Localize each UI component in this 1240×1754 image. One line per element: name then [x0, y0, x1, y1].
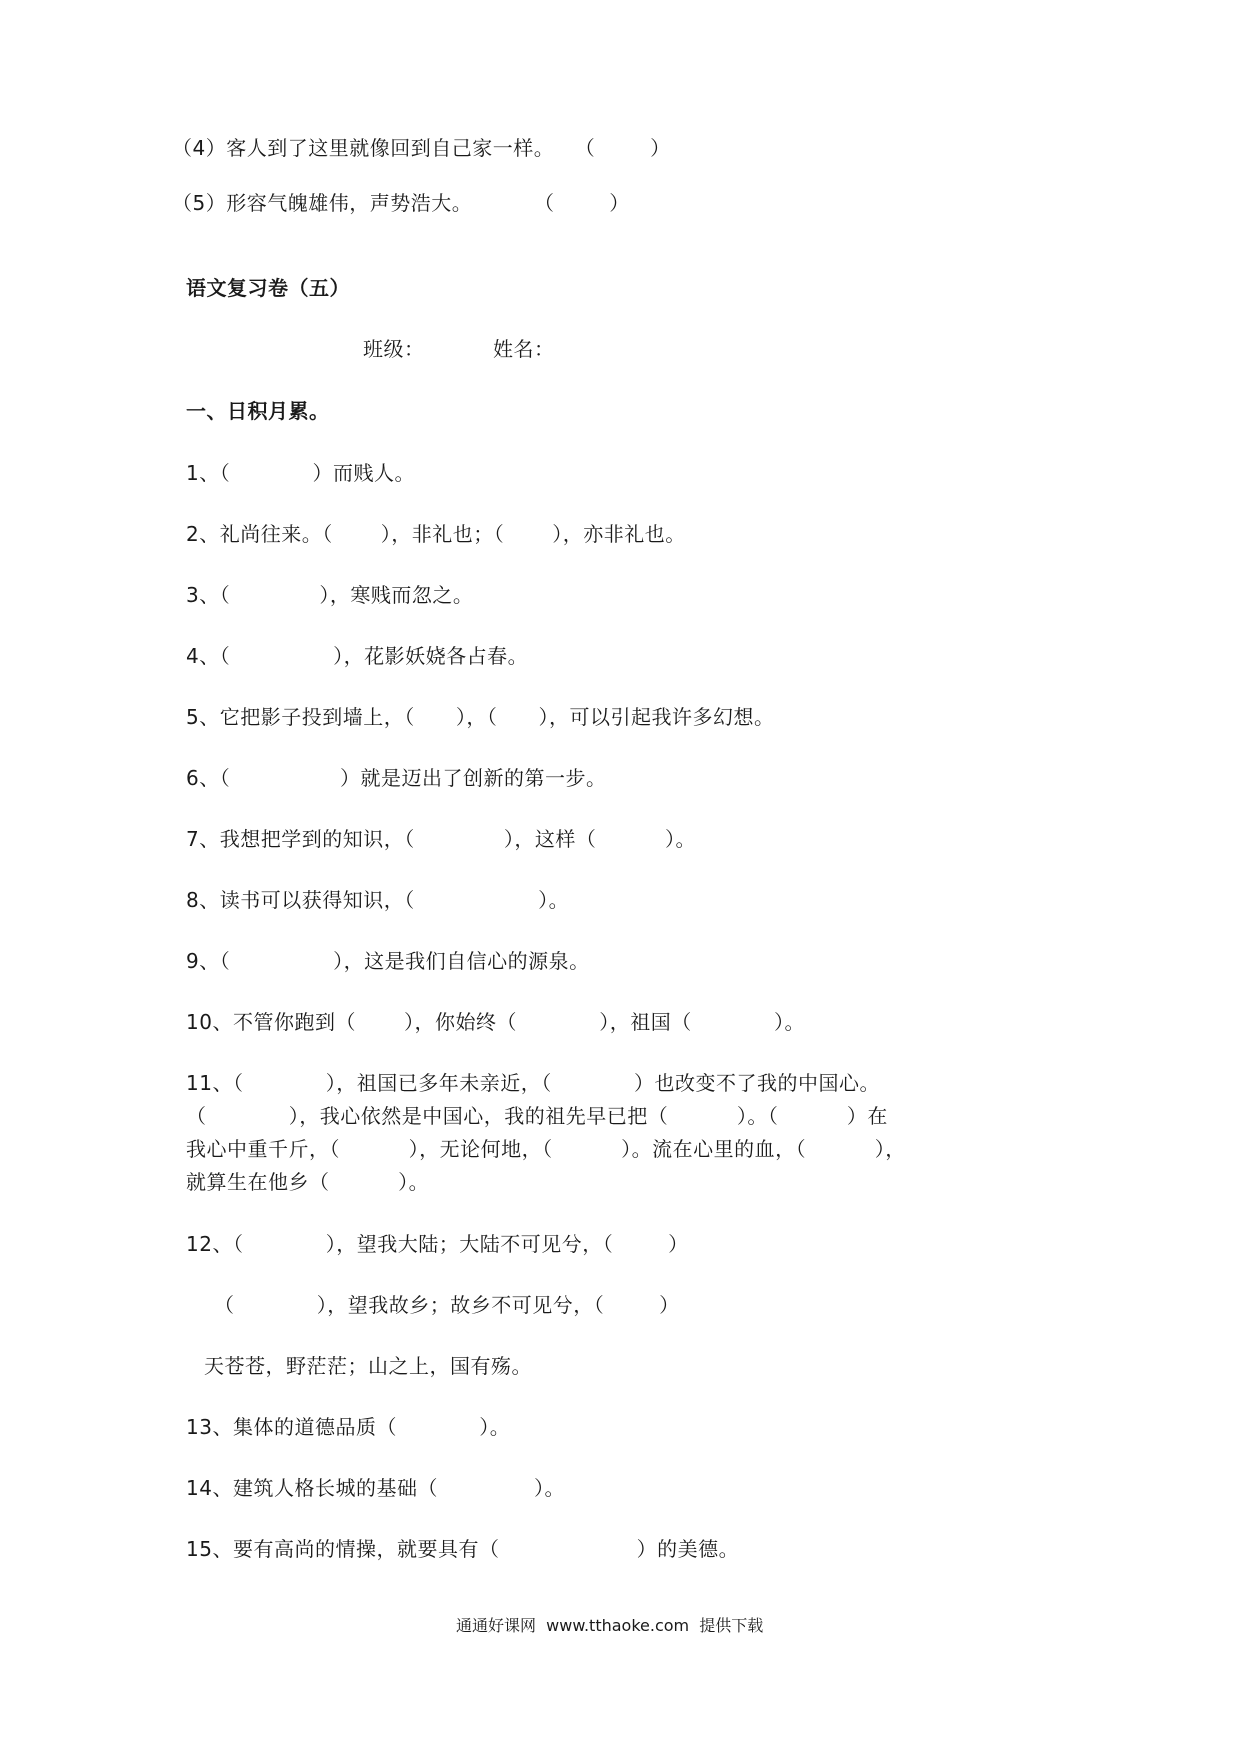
class-label: 班级： — [363, 337, 425, 361]
list-item: 2、礼尚往来。（ ），非礼也；（ ），亦非礼也。 — [186, 522, 686, 546]
page-title: 语文复习卷（五） — [186, 276, 350, 300]
list-item: 15、要有高尚的情操，就要具有（ ）的美德。 — [186, 1537, 740, 1561]
list-item: 10、不管你跑到（ ），你始终（ ），祖国（ ）。 — [186, 1010, 806, 1034]
list-item: 3、（ ），寒贱而忽之。 — [186, 583, 474, 607]
item-11-line-3: 我心中重千斤，（ ），无论何地，（ ）。流在心里的血，（ ）， — [186, 1137, 906, 1161]
list-item: 4、（ ），花影妖娆各占春。 — [186, 644, 529, 668]
item-12-line-1: 12、（ ），望我大陆；大陆不可见兮，（ ） — [186, 1232, 689, 1256]
item-12-line-2: （ ），望我故乡；故乡不可见兮，（ ） — [214, 1293, 680, 1317]
item-12-line-3: 天苍苍，野茫茫；山之上，国有殇。 — [204, 1354, 532, 1378]
list-item: 1、（ ）而贱人。 — [186, 461, 416, 485]
item-11-line-2: （ ），我心依然是中国心，我的祖先早已把（ ）。（ ）在 — [186, 1104, 888, 1128]
list-item: 14、建筑人格长城的基础（ ）。 — [186, 1476, 565, 1500]
footer-text: 通通好课网 www.tthaoke.com 提供下载 — [456, 1616, 764, 1635]
item-11-line-4: 就算生在他乡（ ）。 — [186, 1170, 430, 1194]
list-item: 8、读书可以获得知识，（ ）。 — [186, 888, 570, 912]
section-heading: 一、日积月累。 — [186, 399, 330, 423]
list-item: 7、我想把学到的知识，（ ），这样（ ）。 — [186, 827, 696, 851]
item-11-line-1: 11、（ ），祖国已多年未亲近，（ ）也改变不了我的中国心。 — [186, 1071, 881, 1095]
list-item: 13、集体的道德品质（ ）。 — [186, 1415, 511, 1439]
list-item: 9、（ ），这是我们自信心的源泉。 — [186, 949, 590, 973]
name-label: 姓名： — [493, 337, 555, 361]
prev-item-5: （5）形容气魄雄伟，声势浩大。 （ ） — [172, 191, 630, 215]
list-item: 5、它把影子投到墙上，（ ），（ ），可以引起我许多幻想。 — [186, 705, 775, 729]
list-item: 6、（ ）就是迈出了创新的第一步。 — [186, 766, 607, 790]
prev-item-4: （4）客人到了这里就像回到自己家一样。 （ ） — [172, 136, 671, 160]
